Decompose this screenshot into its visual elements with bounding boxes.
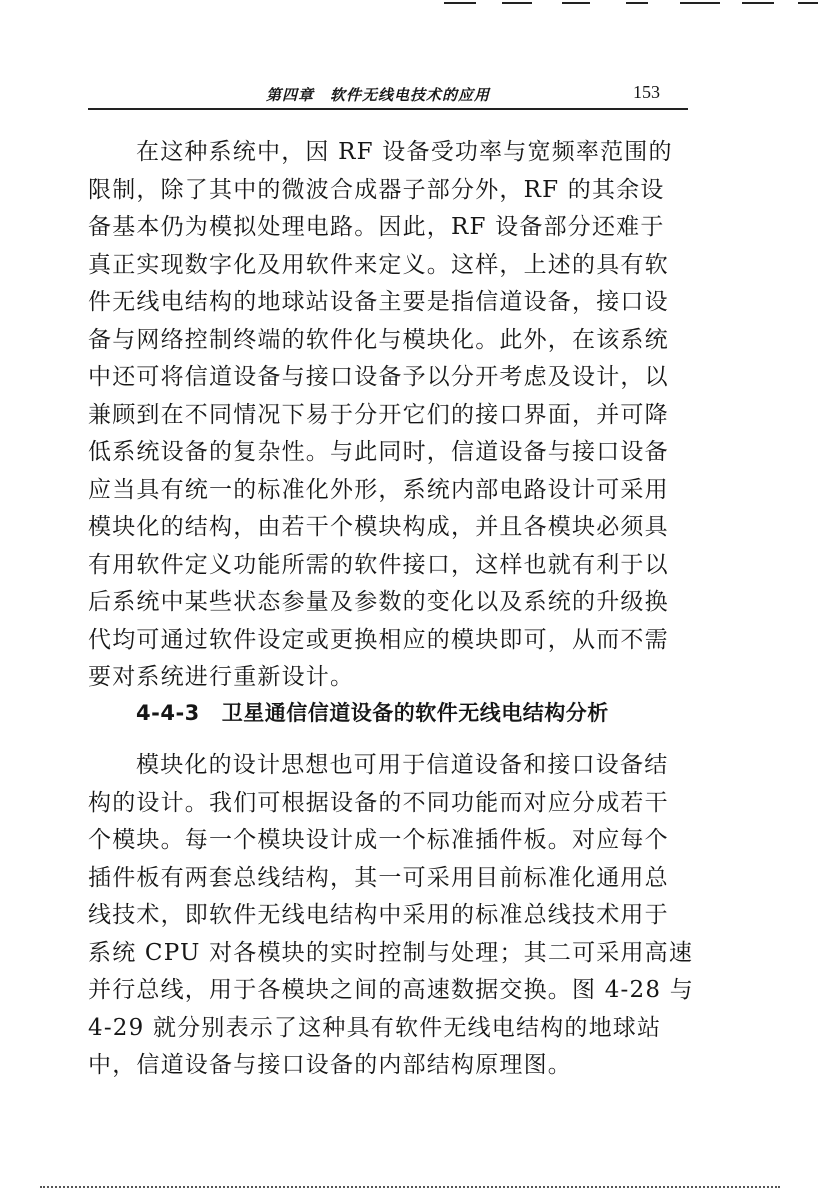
text-line: 限制，除了其中的微波合成器子部分外，RF 的其余设 — [88, 176, 665, 203]
text-line: 备与网络控制终端的软件化与模块化。此外，在该系统 — [88, 326, 669, 353]
text-line: 备基本仍为模拟处理电路。因此，RF 设备部分还难于 — [88, 214, 665, 240]
text-line: 有用软件定义功能所需的软件接口，这样也就有利于以 — [88, 551, 669, 578]
scan-bottom-edge — [40, 1186, 780, 1189]
paragraph-2 — [88, 747, 694, 1085]
text-line: 系统 CPU 对各模块的实时控制与处理；其二可采用高速 — [88, 939, 694, 966]
text-line: 模块化的结构，由若干个模块构成，并且各模块必须具 — [88, 514, 669, 540]
text-line: 4-29 就分别表示了这种具有软件无线电结构的地球站 — [88, 1014, 662, 1041]
scan-edge-marks — [430, 0, 818, 10]
section-number: 4-4-3 — [136, 701, 200, 725]
text-line: 真正实现数字化及用软件来定义。这样，上述的具有软 — [88, 251, 669, 278]
text-line: 构的设计。我们可根据设备的不同功能而对应分成若干 — [88, 789, 669, 816]
section-heading — [136, 697, 609, 727]
text-line: 插件板有两套总线结构，其一可采用目前标准化通用总 — [88, 864, 669, 891]
text-line: 兼顾到在不同情况下易于分开它们的接口界面，并可降 — [88, 401, 669, 428]
text-line: 后系统中某些状态参量及参数的变化以及系统的升级换 — [88, 589, 669, 615]
text-line: 应当具有统一的标准化外形，系统内部电路设计可采用 — [88, 476, 669, 503]
text-line: 中还可将信道设备与接口设备予以分开考虑及设计，以 — [88, 364, 669, 390]
text-line: 并行总线，用于各模块之间的高速数据交换。图 4-28 与 — [88, 977, 694, 1003]
page-number: 153 — [633, 82, 660, 102]
running-header — [88, 82, 688, 110]
section-title: 卫星通信信道设备的软件无线电结构分析 — [221, 701, 609, 725]
text-line: 个模块。每一个模块设计成一个标准插件板。对应每个 — [88, 827, 669, 853]
text-line: 件无线电结构的地球站设备主要是指信道设备，接口设 — [88, 289, 669, 315]
paragraph-1 — [88, 134, 688, 697]
chapter-title: 第四章 软件无线电技术的应用 — [266, 86, 491, 104]
text-line: 模块化的设计思想也可用于信道设备和接口设备结 — [136, 752, 669, 778]
text-line: 低系统设备的复杂性。与此同时，信道设备与接口设备 — [88, 439, 669, 465]
text-line: 中，信道设备与接口设备的内部结构原理图。 — [88, 1052, 572, 1078]
text-line: 要对系统进行重新设计。 — [88, 664, 355, 690]
text-line: 代均可通过软件设定或更换相应的模块即可，从而不需 — [88, 626, 669, 653]
text-line: 线技术，即软件无线电结构中采用的标准总线技术用于 — [88, 902, 669, 928]
text-line: 在这种系统中，因 RF 设备受功率与宽频率范围的 — [136, 139, 673, 165]
